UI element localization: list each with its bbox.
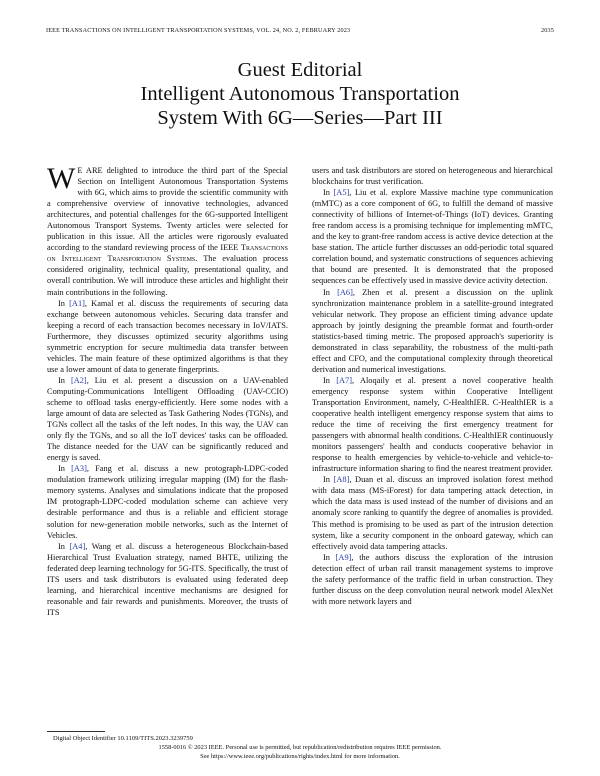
- para-prefix: In: [323, 287, 338, 297]
- para-prefix: In: [58, 375, 71, 385]
- citation-link-a4[interactable]: [A4]: [69, 541, 86, 551]
- para-prefix: In: [58, 464, 72, 474]
- citation-link-a1[interactable]: [A1]: [69, 298, 85, 308]
- para-prefix: In: [58, 298, 70, 308]
- citation-link-a6[interactable]: [A6]: [337, 287, 353, 297]
- paragraph-a7: [312, 375, 553, 474]
- doi-footnote: Digital Object Identifier 10.1109/TITS.2023.3239759: [53, 735, 193, 742]
- paragraph-a8: [312, 474, 553, 551]
- citation-link-a9[interactable]: [A9]: [335, 552, 352, 562]
- citation-link-a7[interactable]: [A7]: [336, 375, 353, 385]
- para-text: , Liu et al. explore Massive machine type communication (mMTC) as a core component of 6G, to fulfill the demand of massive connectivity of billions of Internet-of-Things (IoT) devices. Granting free random access is a promising technique for implementing mMTC, and the key to grant-free random access is active device detection at the base station. The article further discusses an odd-periodic total squared correlation bound, and systematic constructions of sequences achieving that bound are presented. It is demonstrated that the proposed sequences can be effectively used in massive device activity detection.: [312, 188, 553, 286]
- para-prefix: In: [58, 541, 70, 551]
- copyright-notice: [0, 744, 600, 761]
- para-text: , Zhen et al. present a discussion on the uplink synchronization maintenance problem in a satellite-ground integrated vehicular network. They propose an efficient timing advance update approach by jointly designing the preamble format and fourth-order statistics-based timing metric. The proposed approach's superiority is demonstrated in class separability, the robustness of the multi-path effect and CFO, and the computational complexity through theoretical derivation and numerical investigations.: [312, 287, 553, 374]
- citation-link-a5[interactable]: [A5]: [333, 188, 350, 198]
- para-prefix: In: [323, 475, 334, 485]
- copyright-line-2: See https://www.ieee.org/publications/rights/index.html for more information.: [200, 752, 400, 760]
- running-header: [46, 27, 554, 37]
- citation-link-a2[interactable]: [A2]: [70, 375, 87, 385]
- drop-cap: W: [47, 162, 76, 195]
- article-title: [0, 58, 600, 130]
- paragraph-a1: [47, 298, 288, 375]
- paragraph-a6: [312, 287, 553, 375]
- paragraph-a3: [47, 463, 288, 540]
- title-line-3: System With 6G—Series—Part III: [157, 107, 443, 129]
- paragraph-a4: [47, 541, 288, 618]
- title-line-2: Intelligent Autonomous Transportation: [140, 83, 460, 105]
- copyright-line-1: 1558-0016 © 2023 IEEE. Personal use is permitted, but republication/redistribution requires IEEE permission.: [158, 744, 442, 751]
- citation-link-a3[interactable]: [A3]: [71, 464, 87, 474]
- footnote-rule: [47, 731, 105, 732]
- para-text: , Wang et al. discuss a heterogeneous Blockchain-based Hierarchical Trust Evaluation strategy, named BHTE, utilizing the federated deep learning technology for 5G-ITS. Specifically, the trust of ITS users and task distributors is evaluated using federated deep learning, and hierarchical incentive mechanisms are designed for reasonable and fair rewards and punishments. Moreover, the trusts of ITS: [47, 541, 288, 617]
- para-text: , the authors discuss the exploration of the intrusion detection effect of urban rail transit management systems to improve the safety performance of the traffic field in urban construction. They further discuss on the deep convolution neural network model AlexNet with more network layers and: [312, 552, 553, 606]
- intro-paragraph: [47, 162, 288, 298]
- para-text: , Duan et al. discuss an improved isolation forest method with data mass (MS-iForest) for data tampering attack detection, in which the data mass is used instead of the number of divisions and an anomaly score ranking to quantify the degree of anomalies is provided. This method is promising to be used as part of the intrusion detection system, like a security component in the onboard gateway, which can effectively avoid data tampering attacks.: [312, 475, 553, 551]
- para-prefix: In: [323, 375, 337, 385]
- page-number: 2035: [541, 27, 554, 34]
- right-column: [312, 165, 553, 607]
- title-line-1: Guest Editorial: [237, 59, 363, 81]
- intro-text-b: . The evaluation process considered originality, technical quality, presentational quality, and overall contribution. We will introduce these articles and highlight their main contributions in the following.: [47, 254, 288, 297]
- paragraph-a5: [312, 187, 553, 286]
- para-prefix: In: [323, 552, 336, 562]
- journal-header: IEEE TRANSACTIONS ON INTELLIGENT TRANSPORTATION SYSTEMS, VOL. 24, NO. 2, FEBRUARY 2023: [46, 27, 351, 34]
- para-text: , Kamal et al. discuss the requirements of securing data exchange between autonomous vehicles. Securing data transfer and keeping a record of each transaction becomes necessary in IoV/IATS. Furthermore, they discusses optimized security algorithms using symmetric encryption for secure multimedia data transfer between vehicles. The main feature of these optimized algorithms is that they use a lower amount of data to generate fingerprints.: [47, 298, 288, 374]
- para-prefix: In: [323, 188, 334, 198]
- paragraph-a9: [312, 552, 553, 607]
- intro-text-a: E ARE delighted to introduce the third part of the Special Section on Intelligent Autonomous Transportation Systems with 6G, which aims to provide the scientific community with a comprehensive overview of innovative technologies, advanced architectures, and potential challenges for the 6G-supported Intelligent Autonomous Transport Systems. Twenty articles were selected for publication in this issue. All the articles were rigorously evaluated according to the standard reviewing process of the IEEE: [47, 166, 288, 253]
- para-text: , Aloqaily et al. present a novel cooperative health emergency response system within Cooperative Intelligent Transportation Environment, namely, C-HealthIER. C-HealthIER is a cooperative health intelligent emergency response system that aims to reduce the time of receiving the first emergency treatment for passengers with abnormal health conditions. C-HealthIER continuously monitors passengers' health and conducts cooperative behavior in response to health emergencies by vehicle-to-vehicle and vehicle-to-infrastructure information sharing to find the nearest treatment provider.: [312, 375, 553, 474]
- paragraph-a2: [47, 375, 288, 463]
- left-column: [47, 162, 288, 618]
- para-text: , Liu et al. present a discussion on a UAV-enabled Computing-Communications Intelligent Offloading (UAV-CCIO) scheme to offload tasks energy-efficiently. Here some nodes with a large amount of data are selected as Task Gathering Nodes (TGNs), and TGNs collect all the tasks of the left nodes. In this way, the UAV can only fly the TGNs, and so all the IoT devices' tasks can be offloaded. The distance needed for the UAV can be significantly reduced and energy is saved.: [47, 375, 288, 463]
- journal-name: Transactions on Intelligent Transportation Systems: [47, 243, 288, 264]
- continued-paragraph: users and task distributors are stored on heterogeneous and hierarchical blockchains for trust verification.: [312, 166, 553, 187]
- para-text: , Fang et al. discuss a new protograph-LDPC-coded modulation framework utilizing irregular mapping (IM) for the flash-memory systems. Analyses and simulations indicate that the proposed IM protograph-LDPC-coded modulation scheme can achieve very desirable performance and thus is a reliable and efficient storage solution for new-generation mobile networks, such as the Internet of Vehicles.: [47, 464, 288, 540]
- citation-link-a8[interactable]: [A8]: [333, 475, 350, 485]
